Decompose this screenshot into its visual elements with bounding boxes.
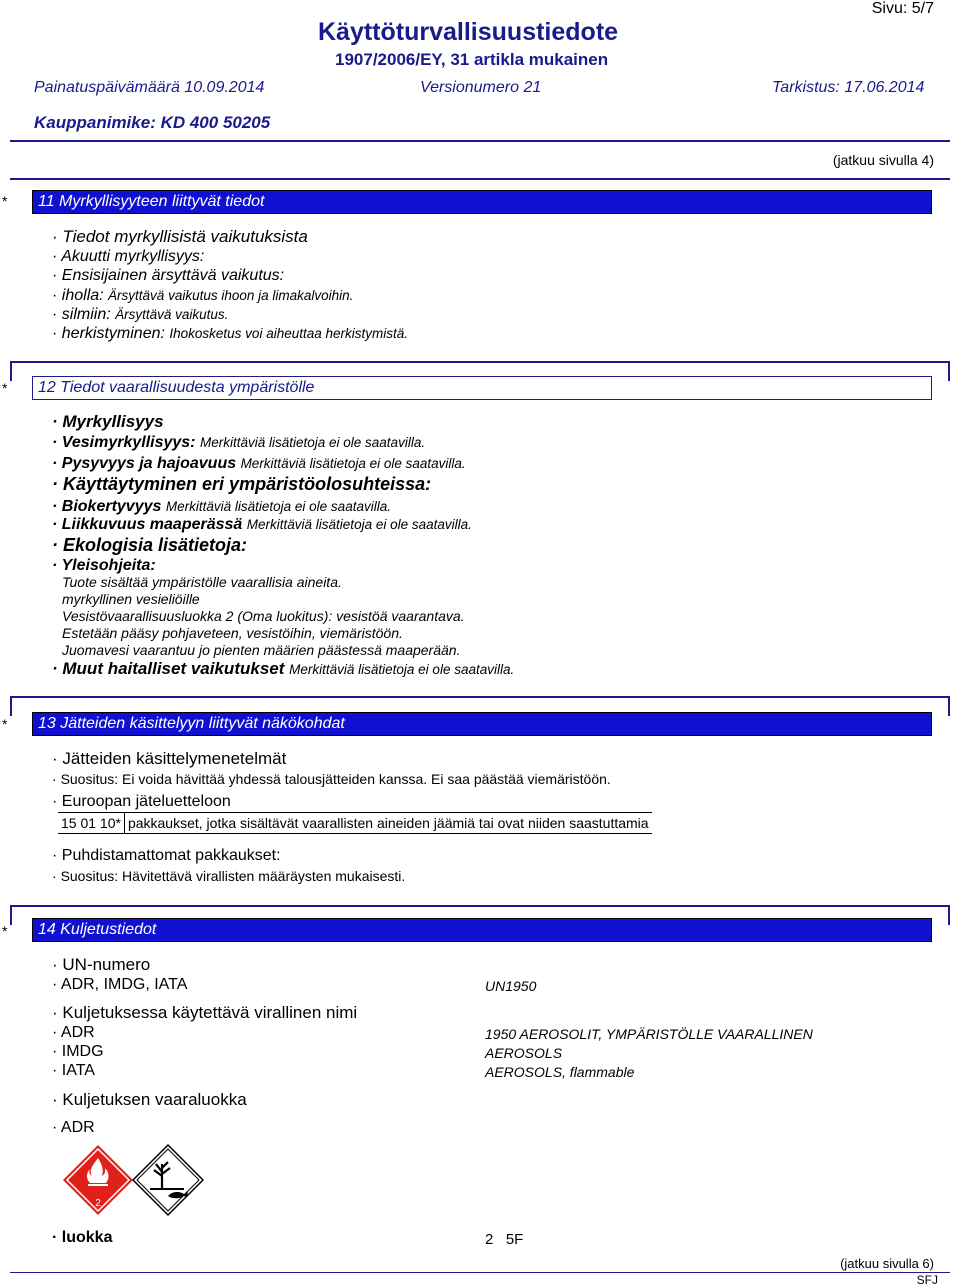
- document-subtitle: 1907/2006/EY, 31 artikla mukainen: [335, 50, 609, 69]
- eye-irritation-line: · silmiin: Ärsyttävä vaikutus.: [52, 306, 229, 323]
- document-title: Käyttöturvallisuustiedote: [318, 18, 619, 46]
- section-12-rule: [10, 361, 950, 363]
- flammable-gas-label-icon: [62, 1144, 134, 1216]
- page-number: Sivu: 5/7: [871, 0, 934, 17]
- footer-code: SFJ: [916, 1273, 938, 1287]
- environmental-hazard-icon: [132, 1144, 204, 1216]
- revision-marker: *: [2, 193, 8, 209]
- un-number-heading: · UN-numero: [52, 955, 151, 974]
- bioaccumulation-line: · Biokertyvyys Merkittäviä lisätietoja ei ole saatavilla.: [52, 498, 391, 515]
- general-notes-heading: · Yleisohjeita:: [52, 557, 156, 574]
- waste-code-table: [58, 812, 652, 834]
- un-number-label: · ADR, IMDG, IATA: [52, 976, 188, 993]
- version-number: Versionumero 21: [420, 79, 542, 96]
- uncleaned-packaging-heading: · Puhdistamattomat pakkaukset:: [52, 847, 281, 864]
- waste-methods-heading: · Jätteiden käsittelymenetelmät: [52, 749, 287, 768]
- section-12-header: [32, 376, 932, 400]
- revision-marker: *: [2, 716, 8, 732]
- adr-class-label: · ADR: [52, 1119, 95, 1136]
- waste-recommendation-line: · Suositus: Ei voida hävittää yhdessä talousjätteiden kanssa. Ei saa päästää viemäristöön.: [52, 771, 611, 787]
- continued-on: (jatkuu sivulla 6): [840, 1256, 934, 1271]
- class-value: 2 5F: [485, 1231, 524, 1248]
- section-13-title: 13 Jätteiden käsittelyyn liittyvät näkökohdat: [38, 715, 345, 732]
- iata-label: · IATA: [52, 1062, 95, 1079]
- general-note-2: myrkyllinen vesieliöille: [62, 591, 200, 607]
- print-date: Painatuspäivämäärä 10.09.2014: [34, 79, 265, 96]
- continued-from: (jatkuu sivulla 4): [832, 152, 934, 168]
- section-14-title: 14 Kuljetustiedot: [38, 921, 157, 938]
- toxicological-info-heading: · Tiedot myrkyllisistä vaikutuksista: [52, 227, 308, 246]
- persistence-line: · Pysyvyys ja hajoavuus Merkittäviä lisätietoja ei ole saatavilla.: [52, 455, 466, 472]
- general-note-5: Juomavesi vaarantuu jo pienten määrien päästessä maaperään.: [62, 642, 461, 658]
- section-11-title: 11 Myrkyllisyyteen liittyvät tiedot: [38, 193, 265, 210]
- general-note-4: Estetään pääsy pohjaveteen, vesistöihin, viemäristöön.: [62, 625, 403, 641]
- section-14-rule: [10, 905, 950, 907]
- revision-marker: *: [2, 923, 8, 939]
- un-number-value: UN1950: [485, 978, 537, 994]
- product-name: Kauppanimike: KD 400 50205: [34, 113, 271, 132]
- section-11-header: [32, 190, 932, 214]
- aquatic-toxicity-line: · Vesimyrkyllisyys: Merkittäviä lisätietoja ei ole saatavilla.: [52, 434, 426, 451]
- behaviour-heading: · Käyttäytyminen eri ympäristöolosuhteissa:: [52, 474, 432, 494]
- ecological-info-heading: · Ekologisia lisätietoja:: [52, 535, 248, 555]
- general-note-1: Tuote sisältää ympäristölle vaarallisia aineita.: [62, 574, 342, 590]
- packaging-recommendation-line: · Suositus: Hävitettävä virallisten määräysten mukaisesti.: [52, 868, 406, 884]
- proper-shipping-name-heading: · Kuljetuksessa käytettävä virallinen nimi: [52, 1003, 358, 1022]
- european-waste-catalogue-heading: · Euroopan jäteluetteloon: [52, 793, 231, 810]
- iata-shipping-name: AEROSOLS, flammable: [485, 1064, 635, 1080]
- class-label: · luokka: [52, 1229, 113, 1246]
- adr-shipping-name: 1950 AEROSOLIT, YMPÄRISTÖLLE VAARALLINEN: [485, 1026, 813, 1042]
- transport-hazard-class-heading: · Kuljetuksen vaaraluokka: [52, 1090, 247, 1109]
- table-row: [58, 813, 652, 834]
- soil-mobility-line: · Liikkuvuus maaperässä Merkittäviä lisätietoja ei ole saatavilla.: [52, 516, 472, 533]
- imdg-label: · IMDG: [52, 1043, 104, 1060]
- section-14-header: [32, 918, 932, 942]
- sensitization-line: · herkistyminen: Ihokosketus voi aiheuttaa herkistymistä.: [52, 325, 409, 342]
- section-13-rule: [10, 696, 950, 698]
- imdg-shipping-name: AEROSOLS: [485, 1045, 563, 1061]
- header-rule: [10, 140, 950, 142]
- adr-label: · ADR: [52, 1024, 95, 1041]
- revision-date: Tarkistus: 17.06.2014: [772, 79, 925, 96]
- waste-description: pakkaukset, jotka sisältävät vaarallisten aineiden jäämiä tai ovat niiden saastuttamia: [124, 813, 651, 834]
- revision-marker: *: [2, 380, 8, 396]
- waste-code: 15 01 10*: [58, 813, 124, 834]
- toxicity-heading: · Myrkyllisyys: [52, 412, 164, 431]
- footer-rule: [10, 1272, 950, 1273]
- acute-toxicity-heading: · Akuutti myrkyllisyys:: [52, 248, 205, 265]
- section-12-title: 12 Tiedot vaarallisuudesta ympäristölle: [38, 379, 315, 396]
- other-effects-line: · Muut haitalliset vaikutukset Merkittäviä lisätietoja ei ole saatavilla.: [52, 659, 515, 678]
- general-note-3: Vesistövaarallisuusluokka 2 (Oma luokitus): vesistöä vaarantava.: [62, 608, 465, 624]
- skin-irritation-line: · iholla: Ärsyttävä vaikutus ihoon ja limakalvoihin.: [52, 287, 354, 304]
- label-class-number: 2: [95, 1198, 101, 1209]
- section-11-rule: [10, 178, 950, 180]
- section-13-header: [32, 712, 932, 736]
- primary-irritation-heading: · Ensisijainen ärsyttävä vaikutus:: [52, 267, 285, 284]
